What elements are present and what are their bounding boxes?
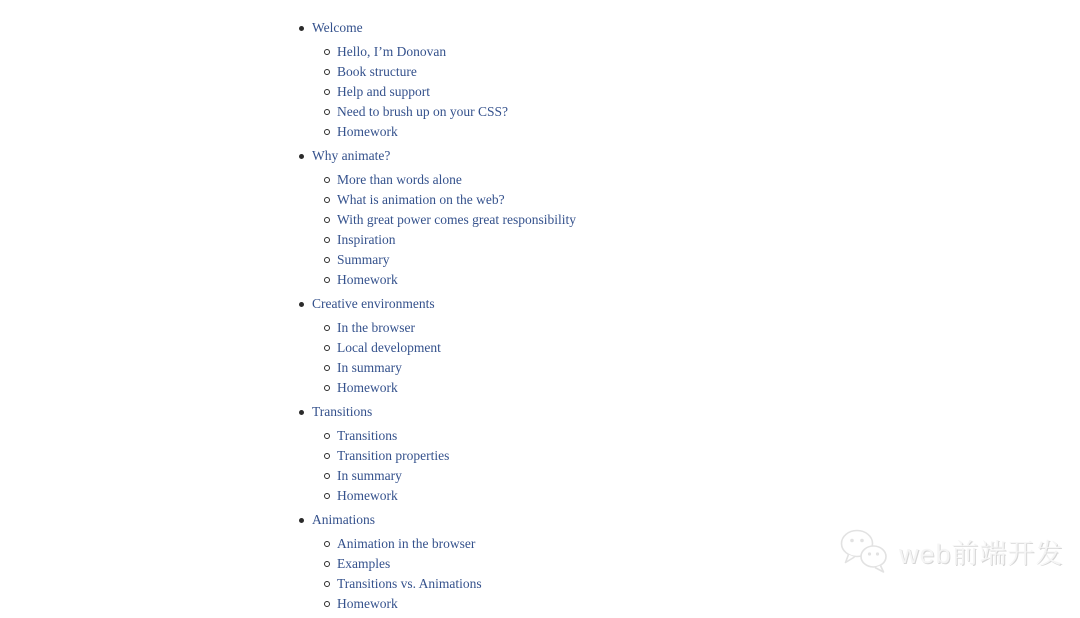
bullet-circle-icon: [324, 69, 330, 75]
table-of-contents: [0, 18, 1080, 618]
toc-item: [0, 378, 1080, 398]
bullet-disc-icon: [299, 410, 304, 415]
toc-link-animations[interactable]: Animations: [312, 512, 375, 527]
toc-item: [0, 170, 1080, 190]
toc-item: [0, 358, 1080, 378]
toc-link[interactable]: Need to brush up on your CSS?: [337, 104, 508, 119]
bullet-disc-icon: [299, 26, 304, 31]
toc-link[interactable]: Hello, I’m Donovan: [337, 44, 447, 59]
bullet-circle-icon: [324, 601, 330, 607]
bullet-circle-icon: [324, 433, 330, 439]
bullet-circle-icon: [324, 385, 330, 391]
bullet-circle-icon: [324, 561, 330, 567]
toc-section-row: [0, 294, 1080, 314]
toc-link[interactable]: In summary: [337, 468, 402, 483]
watermark-text: web前端开发: [899, 538, 1064, 569]
toc-section-creative-environments: [0, 294, 1080, 398]
toc-link-welcome[interactable]: Welcome: [312, 20, 363, 35]
toc-link[interactable]: Book structure: [337, 64, 417, 79]
toc-link[interactable]: Transition properties: [337, 448, 450, 463]
bullet-circle-icon: [324, 49, 330, 55]
toc-level1-list: [0, 18, 1080, 614]
toc-item: [0, 210, 1080, 230]
bullet-disc-icon: [299, 154, 304, 159]
toc-section-row: [0, 18, 1080, 38]
toc-level2-list: [0, 318, 1080, 398]
toc-link[interactable]: Transitions: [337, 428, 398, 443]
toc-item: [0, 466, 1080, 486]
bullet-circle-icon: [324, 365, 330, 371]
bullet-circle-icon: [324, 473, 330, 479]
toc-item: [0, 534, 1080, 554]
toc-item: [0, 574, 1080, 594]
toc-item: [0, 594, 1080, 614]
toc-link[interactable]: Local development: [337, 340, 441, 355]
bullet-circle-icon: [324, 197, 330, 203]
toc-section-why-animate: [0, 146, 1080, 290]
bullet-circle-icon: [324, 217, 330, 223]
bullet-disc-icon: [299, 302, 304, 307]
bullet-circle-icon: [324, 237, 330, 243]
bullet-circle-icon: [324, 89, 330, 95]
toc-item: [0, 486, 1080, 506]
toc-section-transitions: [0, 402, 1080, 506]
toc-section-row: [0, 510, 1080, 530]
toc-level2-list: [0, 42, 1080, 142]
bullet-circle-icon: [324, 581, 330, 587]
toc-item: [0, 62, 1080, 82]
toc-section-row: [0, 402, 1080, 422]
toc-link[interactable]: With great power comes great responsibility: [337, 212, 577, 227]
bullet-circle-icon: [324, 177, 330, 183]
toc-item: [0, 82, 1080, 102]
toc-link[interactable]: Animation in the browser: [337, 536, 476, 551]
toc-item: [0, 270, 1080, 290]
toc-item: [0, 102, 1080, 122]
toc-level2-list: [0, 426, 1080, 506]
toc-link[interactable]: Help and support: [337, 84, 430, 99]
bullet-circle-icon: [324, 493, 330, 499]
bullet-circle-icon: [324, 129, 330, 135]
toc-link[interactable]: Transitions vs. Animations: [337, 576, 482, 591]
toc-link[interactable]: What is animation on the web?: [337, 192, 505, 207]
toc-link[interactable]: Summary: [337, 252, 390, 267]
toc-link[interactable]: Homework: [337, 488, 398, 503]
toc-item: [0, 42, 1080, 62]
toc-link[interactable]: Inspiration: [337, 232, 396, 247]
toc-link[interactable]: More than words alone: [337, 172, 462, 187]
toc-link[interactable]: In the browser: [337, 320, 415, 335]
bullet-disc-icon: [299, 518, 304, 523]
toc-item: [0, 230, 1080, 250]
toc-item: [0, 554, 1080, 574]
toc-item: [0, 446, 1080, 466]
toc-section-welcome: [0, 18, 1080, 142]
toc-link-why-animate[interactable]: Why animate?: [312, 148, 391, 163]
bullet-circle-icon: [324, 541, 330, 547]
bullet-circle-icon: [324, 277, 330, 283]
bullet-circle-icon: [324, 453, 330, 459]
toc-level2-list: [0, 534, 1080, 614]
toc-item: [0, 426, 1080, 446]
toc-item: [0, 122, 1080, 142]
toc-link[interactable]: Homework: [337, 596, 398, 611]
toc-item: [0, 250, 1080, 270]
toc-item: [0, 318, 1080, 338]
toc-link-creative-environments[interactable]: Creative environments: [312, 296, 435, 311]
bullet-circle-icon: [324, 257, 330, 263]
toc-item: [0, 190, 1080, 210]
toc-section-animations: [0, 510, 1080, 614]
toc-link[interactable]: Homework: [337, 380, 398, 395]
bullet-circle-icon: [324, 325, 330, 331]
bullet-circle-icon: [324, 345, 330, 351]
toc-level2-list: [0, 170, 1080, 290]
toc-link[interactable]: In summary: [337, 360, 402, 375]
bullet-circle-icon: [324, 109, 330, 115]
toc-link[interactable]: Homework: [337, 272, 398, 287]
toc-section-row: [0, 146, 1080, 166]
toc-link-transitions[interactable]: Transitions: [312, 404, 373, 419]
toc-item: [0, 338, 1080, 358]
toc-link[interactable]: Homework: [337, 124, 398, 139]
toc-link[interactable]: Examples: [337, 556, 391, 571]
